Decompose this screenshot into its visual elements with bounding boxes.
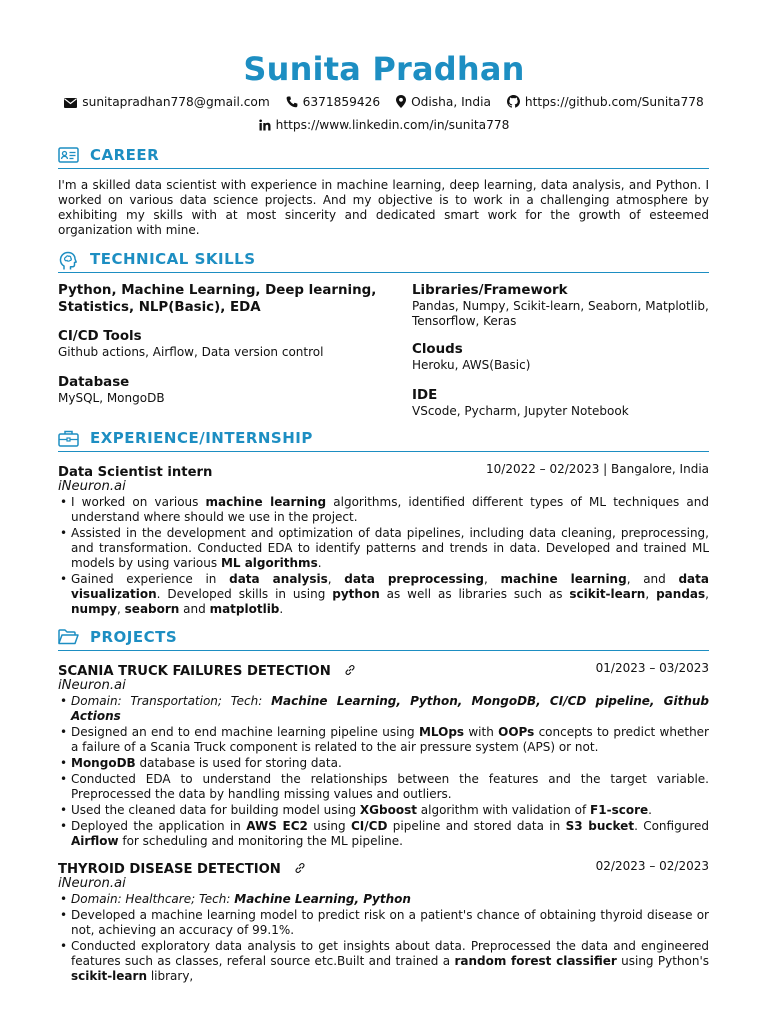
briefcase-icon [58, 430, 79, 447]
skills-section [58, 250, 709, 273]
bullet-item: • MongoDB database is used for storing data. [58, 756, 709, 771]
career-title: CAREER [90, 146, 160, 164]
github-text: https://github.com/Sunita778 [524, 94, 704, 109]
bullet-item: • Domain: Transportation; Tech: Machine Learning, Python, MongoDB, CI/CD pipeline, Github Actions [58, 694, 709, 724]
map-pin-icon [396, 95, 406, 108]
skills-header [58, 250, 709, 273]
bullet-item: • I worked on various machine learning algorithms, identified different types of ML techniques and understand where should we use in the project. [58, 495, 709, 525]
linkedin-icon [259, 119, 271, 131]
skills-title: TECHNICAL SKILLS [90, 250, 256, 268]
career-section [58, 146, 709, 238]
project-bullets [58, 892, 709, 984]
email-text: sunitapradhan778@gmail.com [82, 94, 270, 109]
github-icon [507, 95, 520, 108]
link-icon[interactable] [344, 664, 356, 676]
job-dates: 10/2022 – 02/2023 [486, 462, 600, 476]
skill-title: IDE [412, 388, 438, 403]
project-dates: 01/2023 – 03/2023 [595, 661, 709, 675]
skill-group [58, 374, 378, 406]
contact-location [396, 95, 491, 109]
contact-email[interactable] [64, 95, 270, 109]
experience-header [58, 429, 709, 452]
folder-open-icon [58, 629, 79, 645]
contact-row-2 [0, 117, 768, 132]
candidate-name: Sunita Pradhan [243, 50, 525, 88]
skill-title: Clouds [412, 342, 463, 357]
contact-linkedin[interactable] [259, 118, 510, 132]
skills-right-column [412, 282, 709, 419]
skill-group [412, 282, 709, 329]
job-organization: iNeuron.ai [58, 479, 126, 494]
skill-title: Libraries/Framework [412, 283, 568, 298]
skill-group [412, 341, 709, 373]
contact-row [0, 94, 768, 109]
brain-head-icon [58, 251, 78, 271]
bullet-item: • Developed a machine learning model to predict risk on a patient's chance of obtaining thyroid disease or not, achieving an accuracy of 99.1%. [58, 908, 709, 938]
projects-title: PROJECTS [90, 628, 178, 646]
career-header [58, 146, 709, 169]
bullet-item: • Conducted EDA to understand the relationships between the features and the target variable. Preprocessed the data by handling missing values and outliers. [58, 772, 709, 802]
skill-group [412, 387, 709, 419]
skill-title: Database [58, 375, 130, 390]
skill-value: Github actions, Airflow, Data version control [58, 345, 324, 359]
bullet-item: • Used the cleaned data for building model using XGboost algorithm with validation of F1-score. [58, 803, 709, 818]
skill-value: VScode, Pycharm, Jupyter Notebook [412, 404, 629, 418]
skill-title: CI/CD Tools [58, 329, 142, 344]
bullet-item: • Designed an end to end machine learning pipeline using MLOps with OOPs concepts to predict whether a failure of a Scania Truck component is related to the air pressure system (APS) or not. [58, 725, 709, 755]
skills-left-column [58, 282, 378, 406]
experience-bullets [58, 495, 709, 617]
project-organization: iNeuron.ai [58, 876, 126, 891]
skill-value: MySQL, MongoDB [58, 391, 165, 405]
skill-group [58, 282, 378, 316]
skill-value: Heroku, AWS(Basic) [412, 358, 531, 372]
skill-title: Python, Machine Learning, Deep learning, Statistics, NLP(Basic), EDA [58, 283, 377, 315]
link-icon[interactable] [294, 862, 306, 874]
job-location: Bangalore, India [611, 462, 709, 476]
job-role: Data Scientist intern [58, 465, 213, 480]
project-dates: 02/2023 – 02/2023 [595, 859, 709, 873]
skill-group [58, 328, 378, 360]
bullet-item: • Deployed the application in AWS EC2 using CI/CD pipeline and stored data in S3 bucket. Configured Airflow for scheduling and monitoring the ML pipeline. [58, 819, 709, 849]
job-meta: 10/2022 – 02/2023 | Bangalore, India [486, 462, 709, 476]
skill-value: Pandas, Numpy, Scikit-learn, Seaborn, Matplotlib, Tensorflow, Keras [412, 299, 709, 328]
project-bullets [58, 694, 709, 849]
experience-title: EXPERIENCE/INTERNSHIP [90, 429, 313, 447]
id-card-icon [58, 147, 79, 163]
career-summary: I'm a skilled data scientist with experience in machine learning, deep learning, data analysis, and Python. I worked on various data science projects. And my objective is to work in a challenging atmosphere by exhibiting my skills with at most sincerity and dedicated smart work for the growth of esteemed organization with mine. [58, 178, 709, 237]
envelope-icon [64, 98, 77, 108]
experience-section [58, 429, 709, 618]
linkedin-text: https://www.linkedin.com/in/sunita778 [275, 117, 510, 132]
phone-text: 6371859426 [302, 94, 381, 109]
project-name: SCANIA TRUCK FAILURES DETECTION [58, 664, 331, 679]
bullet-item: • Domain: Healthcare; Tech: Machine Learning, Python [58, 892, 709, 907]
projects-section [58, 628, 709, 985]
experience-entry [58, 461, 709, 617]
project-name: THYROID DISEASE DETECTION [58, 862, 281, 877]
project-entry [58, 660, 709, 849]
projects-header [58, 628, 709, 651]
contact-github[interactable] [507, 95, 704, 109]
bullet-item: • Conducted exploratory data analysis to get insights about data. Preprocessed the data and engineered features such as classes, referal source etc.Built and trained a random forest classifier using Python's scikit-learn library, [58, 939, 709, 984]
project-organization: iNeuron.ai [58, 678, 126, 693]
bullet-item: • Assisted in the development and optimization of data pipelines, including data cleaning, preprocessing, and transformation. Conducted EDA to identify patterns and trends in data. Developed and trained ML models by using various ML algorithms. [58, 526, 709, 571]
phone-icon [286, 96, 298, 108]
location-text: Odisha, India [411, 94, 491, 109]
contact-phone[interactable] [286, 95, 381, 109]
bullet-item: • Gained experience in data analysis, data preprocessing, machine learning, and data visualization. Developed skills in using python as well as libraries such as scikit-learn, pandas, numpy, seaborn and matplotlib. [58, 572, 709, 617]
project-entry [58, 858, 709, 984]
